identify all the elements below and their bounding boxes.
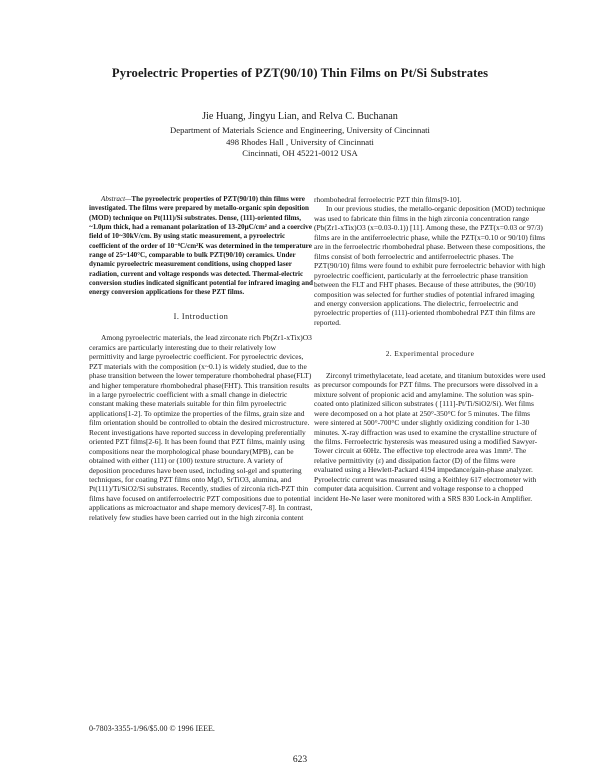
paper-title: Pyroelectric Properties of PZT(90/10) Thin Films on Pt/Si Substrates (111, 66, 489, 80)
copyright-note: 0-7803-3355-1/96/$5.00 © 1996 IEEE. (89, 724, 215, 733)
continuation-text: rhombohedral ferroelectric PZT thin films[9-10]. (314, 195, 462, 204)
authors: Jie Huang, Jingyu Lian, and Relva C. Buchanan (202, 111, 398, 122)
section-heading-experimental: 2. Experimental procedure (385, 349, 475, 359)
intro-paragraph: Among pyroelectric materials, the lead zirconate rich Pb(Zr1-xTix)O3 ceramics are particularly interesting due to their relatively low permittivity and large pyroelectric coefficient. For pyroelectric devices, PZT materials with the composition (x~0.1) is widely studied, due to the phase transition between the lower temperature rhombohedral phase(FLT) and higher temperature rhombohedral phase(FHT). This transition results in a large pyroelectric coefficient with a small change in dielectric constant making these materials suitable for thin film pyroelectric applications[1-2]. To optimize the properties of the films, grain size and film orientation should be controlled to obtain the desired microstructure. Recent investigations have reported success in developing preferentially oriented PZT films[2-6]. It has been found that PZT films, mainly using compositions near the morphological phase boundary(MPB), can be obtained with either (111) or (100) texture structure. A variety of deposition procedures have been used, including sol-gel and sputtering techniques, for coating PZT films onto MgO, SrTiO3, alumina, and Pt(111)/Ti/SiO2/Si substrates. Recently, studies of zirconia rich-PZT thin films have focused on antiferroelectric PZT compositions due to potential applications as microactuator and shape memory devices[7-8]. In contrast, relatively few studies have been carried out in the high zirconia content (89, 333, 313, 522)
affiliation-address: 498 Rhodes Hall , University of Cincinnati (226, 136, 374, 147)
abstract-text: The pyroelectric properties of PZT(90/10) thin films were investigated. The films were prepared by metallo-organic spin deposition (MOD) technique on Pt(111)/Si substrates. Dense, (111)-oriented films, ~1.0μm thick, had a remanant polarization of 13-20μC/cm² and a coercive field of 10~30kV/cm. By using static measurement, a pyroelectric coefficient of the order of 10⁻⁸C/cm²K was determined in the temperature range of 25~140°C, comparable to bulk PZT(90/10) ceramics. Under dynamic pyroelectric measurement conditions, using chopped laser radiation, current and voltage responds was detected. Thermal-electric conversion studies indicated significant potential for infrared imaging and energy conversion applications for these PZT films. (89, 195, 313, 297)
affiliation (0, 125, 600, 160)
abstract-lead: Abstract— (101, 195, 132, 203)
experimental-paragraph: Zirconyl trimethylacetate, lead acetate, and titanium butoxides were used as precursor compounds for PZT films. The precursors were dissolved in a mixture solvent of propionic acid and amylamine. The solution was spin-coated onto platinized silicon substrates ( [111]-Pt/Ti/SiO2/Si). Wet films were decomposed on a hot plate at 250°-350°C for 5 minutes. The films were sintered at 500°-700°C under slightly oxidizing condition for 1-30 minutes. X-ray diffraction was used to examine the crystalline structure of the films. Ferroelectric hysteresis was measured using a modified Sawyer-Tower circuit at 60Hz. The effective top electrode area was 1mm². The relative permittivity (ε) and dissipation factor (D) of the films were evaluated using a Hewlett-Packard 4194 impedance/gain-phase analyzer. Pyroelectric current was measured using a Keithley 617 electrometer with computer data acquisition. Current and voltage response to a chopped incident He-Ne laser were monitored with a SRS 830 Lock-in Amplifier. (314, 370, 546, 503)
affiliation-city: Cincinnati, OH 45221-0012 USA (242, 148, 358, 159)
right-column (314, 195, 546, 503)
page-number: 623 (292, 755, 308, 765)
left-column (89, 195, 313, 522)
previous-studies-paragraph: In our previous studies, the metallo-organic deposition (MOD) technique was used to fabricate thin films in the high zirconia concentration range (Pb(Zr1-xTix)O3 (x=0.03-0.1)) [11]. Among these, the PZT(x=0.03 or 97/3) films are in the antiferroelectric phase, while the PZT(x=0.10 or 90/10) films are in the ferroelectric rhombohedral phase. Between these compositions, the films consist of both ferroelectric and antiferroelectric phases. The PZT(90/10) films were found to exhibit pure ferroelectric behavior with high pyroelectric coefficient, particularly at the ferroelectric phase transition between the FLT and FHT phases. Because of these attributes, the (90/10) composition was selected for further studies of potential infrared imaging and energy conversion applications. The dielectric, ferroelectric and pyroelectric properties of (111)-oriented rhombohedral PZT thin films are reported. (314, 204, 546, 327)
section-heading-introduction: I. Introduction (173, 311, 229, 321)
affiliation-department: Department of Materials Science and Engineering, University of Cincinnati (170, 125, 430, 135)
abstract (89, 195, 313, 298)
